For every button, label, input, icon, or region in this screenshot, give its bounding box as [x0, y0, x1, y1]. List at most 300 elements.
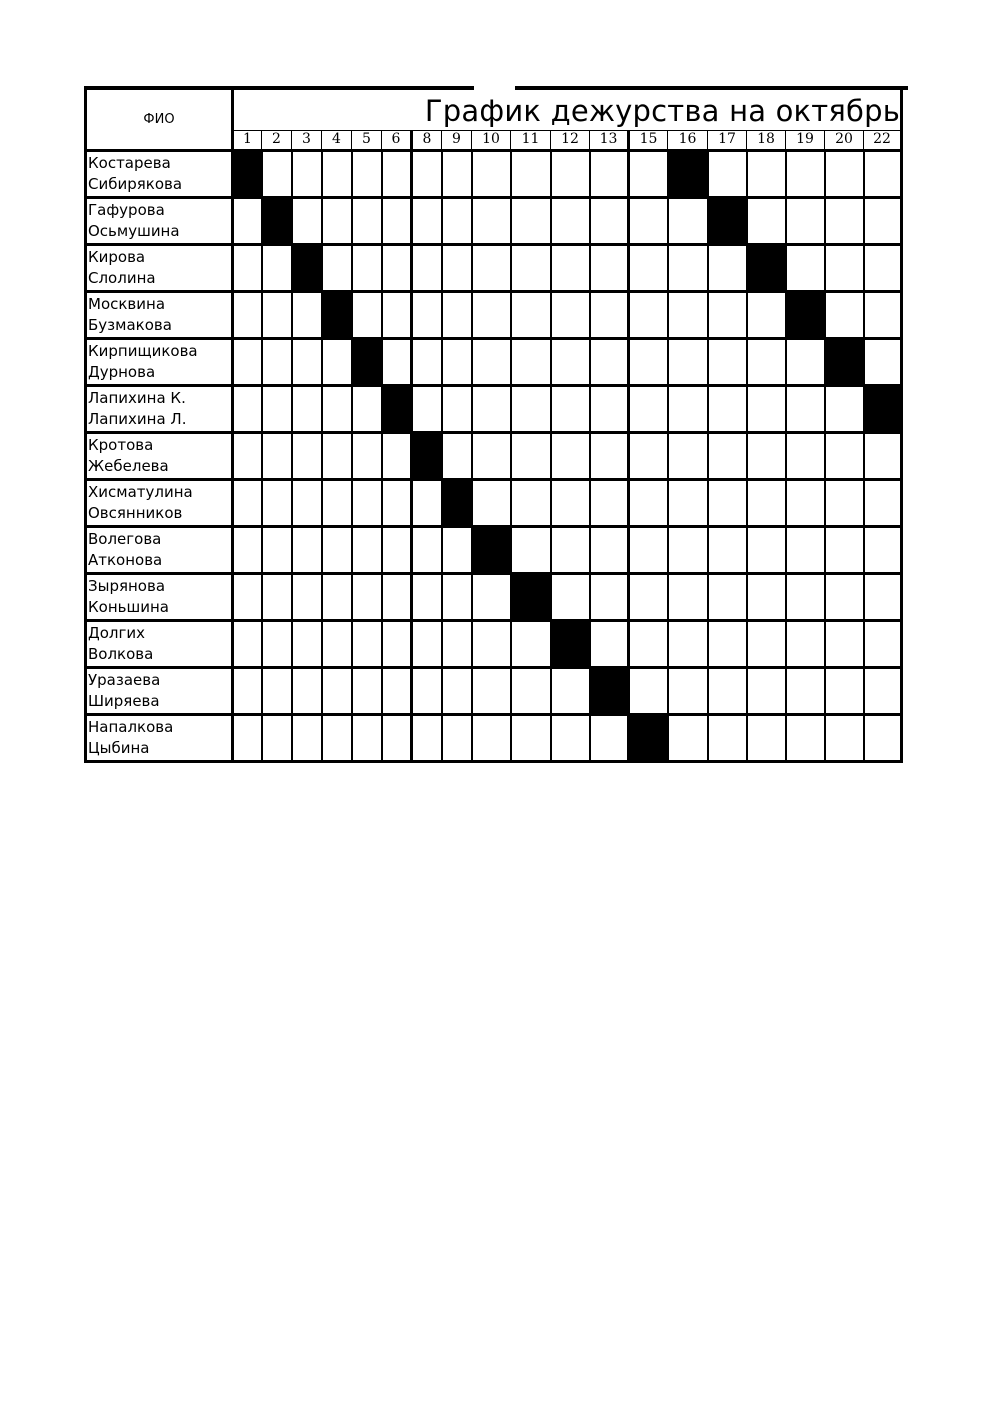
schedule-cell: [292, 621, 322, 668]
day-header-10: 10: [472, 131, 511, 151]
schedule-cell: [590, 433, 629, 480]
person-name: Москвина: [88, 295, 166, 313]
title-row: [86, 89, 902, 131]
schedule-cell: [864, 715, 902, 762]
schedule-cell: [825, 386, 864, 433]
schedule-cell: [262, 668, 292, 715]
schedule-body: [86, 151, 902, 762]
day-header-18: 18: [747, 131, 786, 151]
schedule-cell: [511, 151, 551, 198]
person-name: Хисматулина: [88, 483, 193, 501]
schedule-cell: [668, 621, 708, 668]
schedule-cell: [590, 245, 629, 292]
schedule-cell: [864, 292, 902, 339]
schedule-cell: [551, 668, 590, 715]
schedule-cell: [825, 292, 864, 339]
schedule-cell: [262, 621, 292, 668]
schedule-cell: [511, 339, 551, 386]
schedule-cell: [864, 621, 902, 668]
schedule-cell: [551, 292, 590, 339]
day-header-2: 2: [262, 131, 292, 151]
schedule-cell: [472, 292, 511, 339]
schedule-cell: [292, 574, 322, 621]
person-name: Атконова: [88, 551, 163, 569]
duty-marked-cell: [442, 480, 472, 527]
schedule-cell: [472, 668, 511, 715]
schedule-cell: [590, 574, 629, 621]
schedule-cell: [262, 574, 292, 621]
schedule-cell: [322, 245, 352, 292]
duty-pair-names: [86, 715, 233, 762]
schedule-cell: [747, 715, 786, 762]
schedule-cell: [262, 527, 292, 574]
person-name: Осьмушина: [88, 222, 180, 240]
schedule-cell: [382, 151, 412, 198]
schedule-cell: [825, 715, 864, 762]
schedule-cell: [382, 433, 412, 480]
schedule-cell: [292, 527, 322, 574]
schedule-cell: [412, 715, 442, 762]
schedule-cell: [382, 715, 412, 762]
schedule-cell: [352, 386, 382, 433]
schedule-cell: [511, 433, 551, 480]
schedule-cell: [629, 292, 668, 339]
schedule-cell: [551, 715, 590, 762]
schedule-cell: [292, 433, 322, 480]
schedule-cell: [551, 527, 590, 574]
schedule-cell: [668, 292, 708, 339]
schedule-cell: [708, 339, 747, 386]
day-header-11: 11: [511, 131, 551, 151]
schedule-cell: [262, 151, 292, 198]
schedule-cell: [786, 668, 825, 715]
schedule-cell: [412, 668, 442, 715]
schedule-cell: [233, 668, 262, 715]
schedule-cell: [786, 527, 825, 574]
schedule-cell: [629, 433, 668, 480]
duty-schedule-table: [84, 89, 903, 763]
schedule-cell: [747, 151, 786, 198]
schedule-cell: [708, 527, 747, 574]
schedule-cell: [629, 198, 668, 245]
schedule-cell: [590, 527, 629, 574]
schedule-cell: [551, 574, 590, 621]
day-header-1: 1: [233, 131, 262, 151]
duty-marked-cell: [551, 621, 590, 668]
person-name: Лапихина К.: [88, 389, 186, 407]
table-row: [86, 668, 902, 715]
schedule-cell: [864, 668, 902, 715]
duty-marked-cell: [668, 151, 708, 198]
person-name: Слолина: [88, 269, 156, 287]
schedule-cell: [352, 621, 382, 668]
person-name: Лапихина Л.: [88, 410, 187, 428]
schedule-cell: [472, 480, 511, 527]
duty-pair-names: [86, 386, 233, 433]
schedule-cell: [262, 433, 292, 480]
schedule-cell: [590, 386, 629, 433]
schedule-cell: [233, 386, 262, 433]
schedule-cell: [382, 668, 412, 715]
schedule-cell: [412, 292, 442, 339]
day-header-15: 15: [629, 131, 668, 151]
schedule-cell: [786, 715, 825, 762]
schedule-cell: [590, 621, 629, 668]
schedule-cell: [708, 245, 747, 292]
schedule-cell: [590, 198, 629, 245]
duty-marked-cell: [233, 151, 262, 198]
schedule-cell: [511, 386, 551, 433]
schedule-cell: [382, 480, 412, 527]
day-header-6: 6: [382, 131, 412, 151]
person-name: Кирпищикова: [88, 342, 198, 360]
schedule-cell: [382, 198, 412, 245]
schedule-cell: [292, 198, 322, 245]
schedule-cell: [322, 621, 352, 668]
person-name: Дурнова: [88, 363, 156, 381]
schedule-cell: [472, 339, 511, 386]
person-name: Кирова: [88, 248, 146, 266]
person-name: Коньшина: [88, 598, 169, 616]
duty-pair-names: [86, 527, 233, 574]
schedule-cell: [511, 668, 551, 715]
duty-pair-names: [86, 433, 233, 480]
schedule-cell: [472, 151, 511, 198]
schedule-cell: [442, 433, 472, 480]
day-header-16: 16: [668, 131, 708, 151]
duty-marked-cell: [825, 339, 864, 386]
schedule-cell: [551, 198, 590, 245]
schedule-cell: [825, 668, 864, 715]
schedule-cell: [233, 621, 262, 668]
person-name: Напалкова: [88, 718, 174, 736]
duty-marked-cell: [708, 198, 747, 245]
schedule-cell: [233, 292, 262, 339]
schedule-cell: [668, 480, 708, 527]
schedule-cell: [511, 245, 551, 292]
schedule-cell: [708, 151, 747, 198]
schedule-cell: [352, 292, 382, 339]
schedule-cell: [442, 151, 472, 198]
duty-marked-cell: [472, 527, 511, 574]
schedule-cell: [442, 621, 472, 668]
schedule-cell: [352, 527, 382, 574]
schedule-cell: [629, 668, 668, 715]
schedule-cell: [786, 574, 825, 621]
schedule-cell: [412, 245, 442, 292]
schedule-cell: [668, 198, 708, 245]
schedule-cell: [472, 386, 511, 433]
schedule-cell: [322, 151, 352, 198]
schedule-cell: [708, 386, 747, 433]
schedule-cell: [472, 621, 511, 668]
table-row: [86, 292, 902, 339]
schedule-cell: [442, 527, 472, 574]
schedule-cell: [590, 339, 629, 386]
duty-marked-cell: [511, 574, 551, 621]
schedule-cell: [262, 339, 292, 386]
schedule-cell: [864, 574, 902, 621]
schedule-cell: [864, 198, 902, 245]
schedule-title-cell: [233, 89, 902, 131]
person-name: Костарева: [88, 154, 171, 172]
day-header-12: 12: [551, 131, 590, 151]
duty-pair-names: [86, 151, 233, 198]
schedule-cell: [825, 574, 864, 621]
schedule-cell: [825, 480, 864, 527]
schedule-cell: [472, 715, 511, 762]
schedule-cell: [825, 527, 864, 574]
table-row: [86, 339, 902, 386]
schedule-cell: [442, 715, 472, 762]
schedule-cell: [352, 198, 382, 245]
schedule-cell: [590, 151, 629, 198]
schedule-cell: [825, 621, 864, 668]
schedule-cell: [551, 151, 590, 198]
person-name: Ширяева: [88, 692, 160, 710]
schedule-cell: [668, 433, 708, 480]
person-name: Овсянников: [88, 504, 183, 522]
schedule-cell: [233, 198, 262, 245]
day-header-13: 13: [590, 131, 629, 151]
schedule-cell: [511, 198, 551, 245]
schedule-cell: [233, 433, 262, 480]
table-row: [86, 527, 902, 574]
schedule-cell: [352, 433, 382, 480]
schedule-cell: [825, 151, 864, 198]
schedule-cell: [864, 339, 902, 386]
day-header-9: 9: [442, 131, 472, 151]
person-name: Зырянова: [88, 577, 166, 595]
schedule-cell: [412, 151, 442, 198]
schedule-cell: [412, 480, 442, 527]
schedule-cell: [412, 621, 442, 668]
duty-pair-names: [86, 198, 233, 245]
table-row: [86, 574, 902, 621]
duty-pair-names: [86, 292, 233, 339]
schedule-cell: [786, 621, 825, 668]
schedule-cell: [786, 151, 825, 198]
day-header-17: 17: [708, 131, 747, 151]
schedule-cell: [472, 198, 511, 245]
schedule-cell: [322, 480, 352, 527]
schedule-cell: [629, 151, 668, 198]
schedule-cell: [629, 386, 668, 433]
schedule-cell: [352, 151, 382, 198]
schedule-cell: [233, 715, 262, 762]
schedule-cell: [708, 621, 747, 668]
schedule-cell: [864, 480, 902, 527]
duty-marked-cell: [292, 245, 322, 292]
fio-header: ФИО: [86, 89, 233, 151]
duty-pair-names: [86, 668, 233, 715]
schedule-cell: [747, 386, 786, 433]
schedule-cell: [292, 386, 322, 433]
duty-pair-names: [86, 480, 233, 527]
schedule-cell: [590, 715, 629, 762]
schedule-cell: [708, 668, 747, 715]
schedule-cell: [825, 245, 864, 292]
table-row: [86, 621, 902, 668]
table-row: [86, 386, 902, 433]
schedule-cell: [233, 245, 262, 292]
day-header-5: 5: [352, 131, 382, 151]
schedule-cell: [292, 151, 322, 198]
day-header-19: 19: [786, 131, 825, 151]
schedule-cell: [668, 527, 708, 574]
schedule-cell: [786, 480, 825, 527]
duty-marked-cell: [352, 339, 382, 386]
schedule-cell: [412, 527, 442, 574]
schedule-title: График дежурства на октябрь: [424, 94, 900, 129]
schedule-cell: [262, 245, 292, 292]
schedule-cell: [825, 198, 864, 245]
schedule-cell: [292, 480, 322, 527]
schedule-cell: [864, 527, 902, 574]
schedule-cell: [668, 668, 708, 715]
schedule-cell: [352, 480, 382, 527]
schedule-cell: [292, 292, 322, 339]
person-name: Уразаева: [88, 671, 161, 689]
schedule-cell: [322, 433, 352, 480]
schedule-cell: [747, 527, 786, 574]
schedule-cell: [629, 245, 668, 292]
schedule-cell: [352, 668, 382, 715]
schedule-cell: [747, 292, 786, 339]
duty-marked-cell: [322, 292, 352, 339]
schedule-cell: [747, 621, 786, 668]
person-name: Кротова: [88, 436, 154, 454]
schedule-cell: [786, 433, 825, 480]
schedule-cell: [412, 386, 442, 433]
schedule-cell: [262, 480, 292, 527]
schedule-cell: [629, 621, 668, 668]
schedule-cell: [292, 668, 322, 715]
schedule-cell: [708, 292, 747, 339]
duty-marked-cell: [629, 715, 668, 762]
schedule-cell: [382, 292, 412, 339]
schedule-cell: [322, 668, 352, 715]
schedule-cell: [747, 574, 786, 621]
schedule-cell: [786, 386, 825, 433]
schedule-cell: [262, 386, 292, 433]
duty-marked-cell: [747, 245, 786, 292]
schedule-cell: [412, 198, 442, 245]
schedule-cell: [322, 339, 352, 386]
schedule-cell: [708, 574, 747, 621]
day-header-20: 20: [825, 131, 864, 151]
schedule-cell: [786, 339, 825, 386]
schedule-cell: [629, 480, 668, 527]
schedule-cell: [747, 668, 786, 715]
schedule-cell: [668, 245, 708, 292]
schedule-cell: [708, 480, 747, 527]
person-name: Бузмакова: [88, 316, 172, 334]
schedule-cell: [511, 715, 551, 762]
schedule-cell: [233, 339, 262, 386]
person-name: Волкова: [88, 645, 154, 663]
person-name: Долгих: [88, 624, 145, 642]
schedule-cell: [825, 433, 864, 480]
schedule-cell: [382, 574, 412, 621]
schedule-cell: [233, 574, 262, 621]
person-name: Жебелева: [88, 457, 169, 475]
schedule-cell: [590, 292, 629, 339]
schedule-cell: [747, 198, 786, 245]
schedule-cell: [551, 433, 590, 480]
day-header-3: 3: [292, 131, 322, 151]
schedule-cell: [412, 339, 442, 386]
schedule-cell: [511, 480, 551, 527]
schedule-cell: [708, 433, 747, 480]
schedule-cell: [668, 574, 708, 621]
schedule-cell: [786, 198, 825, 245]
schedule-cell: [382, 339, 412, 386]
schedule-cell: [551, 245, 590, 292]
table-row: [86, 715, 902, 762]
schedule-cell: [511, 621, 551, 668]
schedule-cell: [472, 433, 511, 480]
schedule-cell: [262, 715, 292, 762]
schedule-cell: [322, 574, 352, 621]
duty-marked-cell: [412, 433, 442, 480]
person-name: Волегова: [88, 530, 162, 548]
schedule-cell: [747, 339, 786, 386]
duty-pair-names: [86, 245, 233, 292]
schedule-cell: [786, 245, 825, 292]
schedule-cell: [551, 339, 590, 386]
schedule-cell: [442, 245, 472, 292]
duty-pair-names: [86, 621, 233, 668]
schedule-cell: [668, 339, 708, 386]
schedule-cell: [708, 715, 747, 762]
schedule-cell: [551, 386, 590, 433]
schedule-cell: [412, 574, 442, 621]
schedule-cell: [511, 292, 551, 339]
schedule-cell: [322, 527, 352, 574]
schedule-cell: [352, 245, 382, 292]
table-row: [86, 245, 902, 292]
schedule-cell: [382, 621, 412, 668]
duty-marked-cell: [786, 292, 825, 339]
schedule-cell: [864, 151, 902, 198]
schedule-cell: [864, 245, 902, 292]
schedule-cell: [352, 574, 382, 621]
schedule-cell: [629, 574, 668, 621]
table-row: [86, 433, 902, 480]
schedule-cell: [442, 574, 472, 621]
schedule-cell: [442, 292, 472, 339]
schedule-cell: [442, 668, 472, 715]
person-name: Сибирякова: [88, 175, 183, 193]
schedule-cell: [590, 480, 629, 527]
schedule-cell: [382, 527, 412, 574]
schedule-cell: [442, 339, 472, 386]
schedule-cell: [322, 386, 352, 433]
duty-marked-cell: [382, 386, 412, 433]
person-name: Цыбина: [88, 739, 150, 757]
schedule-cell: [747, 433, 786, 480]
schedule-cell: [322, 198, 352, 245]
schedule-cell: [472, 574, 511, 621]
duty-pair-names: [86, 339, 233, 386]
schedule-cell: [668, 386, 708, 433]
schedule-cell: [233, 480, 262, 527]
day-header-4: 4: [322, 131, 352, 151]
duty-marked-cell: [262, 198, 292, 245]
schedule-cell: [747, 480, 786, 527]
schedule-cell: [233, 527, 262, 574]
